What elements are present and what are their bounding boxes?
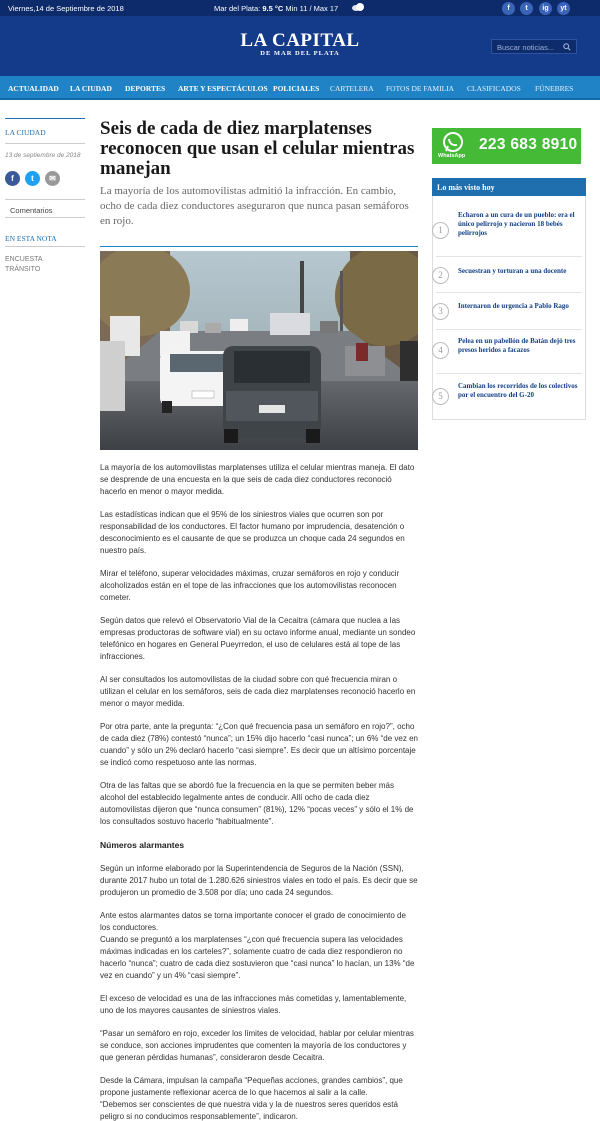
most-viewed-header: Lo más visto hoy xyxy=(432,178,586,196)
share-email-icon[interactable]: ✉ xyxy=(45,171,60,186)
site-logo[interactable]: LA CAPITAL xyxy=(240,30,360,51)
article-paragraph: La mayoría de los automovilistas marplatenses utiliza el celular mientras maneja. El dato se desprende de una encuesta en la que seis de cada diez conductores reconoció hacerlo en menor o mayor medida. xyxy=(100,463,415,496)
whatsapp-icon xyxy=(440,132,466,154)
search-input[interactable] xyxy=(491,39,577,54)
divider xyxy=(5,246,85,247)
article-paragraph: Otra de las faltas que se abordó fue la frecuencia en la que se permiten beber más alcohol del establecido legalmente antes de conducir. Allí ocho de cada diez automovilistas dijeron que “nunca consumen” (81%), 12% “pocas veces” y sólo el 1% de los consultados sostuvo hacerlo “habitualmente”. xyxy=(100,781,414,826)
article-line: Desde la Cámara, impulsan la campaña “Pequeñas acciones, grandes cambios”, que propone justamente reflexionar acerca de lo que hacemos al salir a la calle. xyxy=(100,1076,403,1097)
most-viewed-number: 4 xyxy=(432,342,449,359)
nav-cartelera[interactable]: CARTELERA xyxy=(330,84,374,93)
nav-arte-espectaculos[interactable]: ARTE Y ESPECTÁCULOS xyxy=(178,84,268,93)
article-paragraph: Según datos que relevó el Observatorio Vial de la Cecaitra (cámara que nuclea a las empresas productoras de software vial) en su octavo informe anual, mediante un sondeo telefónico en hogares en General Pueyrredon, el uso de celulares está al tope de las infracciones. xyxy=(100,616,416,661)
most-viewed-number: 3 xyxy=(432,303,449,320)
site-logo-subtitle: DE MAR DEL PLATA xyxy=(260,50,340,57)
divider xyxy=(436,329,582,330)
facebook-icon[interactable]: f xyxy=(502,2,515,15)
youtube-icon[interactable]: yt xyxy=(557,2,570,15)
nav-actualidad[interactable]: ACTUALIDAD xyxy=(8,84,59,93)
article-line: “Debemos ser conscientes de que nuestra vida y la de nuestros seres queridos está peligro si no conducimos responsablemente”, indicaron. xyxy=(100,1100,398,1121)
article-title: Seis de cada de diez marplatenses reconocen que usan el celular mientras manejan xyxy=(100,118,415,179)
article-body xyxy=(100,462,418,1121)
article-paragraph: Las estadísticas indican que el 95% de los siniestros viales que ocurren son por responsabilidad de los conductores. El factor humano por imprudencia, desatención o desconocimiento es el causante de que se produzca un choque cada 24 segundos en nuestro país. xyxy=(100,510,405,555)
article-paragraph xyxy=(100,1075,418,1121)
article-paragraph: Por otra parte, ante la pregunta: “¿Con qué frecuencia pasa un semáforo en rojo?”, ocho de cada diez (78%) contestó “nunca”; un 15% dijo hacerlo “casi nunca”; un 6% “de vez en cuando” y sólo un 2% declaró hacerlo “casi siempre”. Es decir que un altísimo porcentaje se indicó como respetuoso ante las normas. xyxy=(100,722,418,767)
most-viewed-item[interactable]: Secuestran y torturan a una docente xyxy=(458,267,567,275)
article-paragraph xyxy=(100,910,418,982)
tag-encuesta[interactable]: ENCUESTA xyxy=(5,256,43,263)
weather-city: Mar del Plata: xyxy=(214,4,261,13)
article-divider xyxy=(100,246,418,247)
divider xyxy=(5,199,85,200)
search-placeholder: Buscar noticias... xyxy=(497,43,555,52)
whatsapp-label: WhatsApp xyxy=(438,153,466,159)
weather-info xyxy=(214,4,338,13)
divider xyxy=(436,292,582,293)
nav-clasificados[interactable]: CLASIFICADOS xyxy=(467,84,521,93)
nav-funebres[interactable]: FÚNEBRES xyxy=(535,84,574,93)
divider xyxy=(436,256,582,257)
article-paragraph: Al ser consultados los automovilistas de la ciudad sobre con qué frecuencia miran o utilizan el celular en los semáforos, seis de cada diez marplatenses reconoció hacerlo en menor o mayor medida. xyxy=(100,675,416,708)
most-viewed-item[interactable]: Cambian los recorridos de los colectivos por el encuentro del G-20 xyxy=(458,382,578,399)
most-viewed-number: 5 xyxy=(432,388,449,405)
twitter-icon[interactable]: t xyxy=(520,2,533,15)
share-facebook-icon[interactable]: f xyxy=(5,171,20,186)
article-paragraph: Mirar el teléfono, superar velocidades máximas, cruzar semáforos en rojo y conducir alcoholizados están en el tope de las infracciones que los automovilistas reconocen cometer. xyxy=(100,569,400,602)
nav-la-ciudad[interactable]: LA CIUDAD xyxy=(70,84,112,93)
cloud-icon xyxy=(351,2,365,12)
site-header xyxy=(0,16,600,76)
search-icon[interactable] xyxy=(563,43,571,51)
divider xyxy=(436,373,582,374)
share-twitter-icon[interactable]: t xyxy=(25,171,40,186)
section-rule-top xyxy=(5,118,85,119)
article-subtitle: La mayoría de los automovilistas admitió la infracción. En cambio, ocho de cada diez conductores aseguraron que nunca pasan semáforos en rojo. xyxy=(100,185,409,227)
top-bar xyxy=(0,0,600,16)
tag-transito[interactable]: TRÁNSITO xyxy=(5,266,41,273)
whatsapp-number: 223 683 8910 xyxy=(479,136,578,153)
article-paragraph: “Pasar un semáforo en rojo, exceder los límites de velocidad, hablar por celular mientras se conduce, son acciones imprudentes que comenten la mayoría de los conductores y que generan pérdidas humanas”, consideraron desde Cecaitra. xyxy=(100,1029,414,1062)
publish-date: 13 de septiembre de 2018 xyxy=(5,152,81,159)
comments-link[interactable]: Comentarios xyxy=(10,206,53,215)
divider xyxy=(5,143,85,144)
most-viewed-item[interactable]: Echaron a un cura de un pueblo: era el único pelirrojo y nacieron 18 bebés pelirrojos xyxy=(458,211,575,237)
current-date: Viernes,14 de Septiembre de 2018 xyxy=(8,4,124,13)
most-viewed-item[interactable]: Pelea en un pabellón de Batán dejó tres presos heridos a facazos xyxy=(458,337,576,354)
most-viewed-item[interactable]: Internaron de urgencia a Pablo Rago xyxy=(458,302,569,310)
whatsapp-banner[interactable] xyxy=(432,128,581,164)
in-this-note-label: EN ESTA NOTA xyxy=(5,234,57,243)
instagram-icon[interactable]: ig xyxy=(539,2,552,15)
most-viewed-number: 2 xyxy=(432,267,449,284)
main-nav xyxy=(0,76,600,100)
article-photo[interactable] xyxy=(100,251,418,450)
nav-policiales[interactable]: POLICIALES xyxy=(273,84,320,93)
article-line: Cuando se preguntó a los marplatenses “¿con qué frecuencia supera las velocidades máximas indicadas en los carteles?”, solamente cuatro de cada diez respondieron no hacerlo “nunca”; cuatro de cada diez sostuvieron que “casi nunca” lo hacían, un 13% “de vez en cuando” y un 4% “casi siempre”. xyxy=(100,935,415,980)
nav-fotos-de-familia[interactable]: FOTOS DE FAMILIA xyxy=(386,84,455,93)
article-line: Ante estos alarmantes datos se torna importante conocer el grado de conocimiento de los conductores. xyxy=(100,911,406,932)
weather-temp: 9.5 °C xyxy=(262,4,284,13)
article-paragraph: Según un informe elaborado por la Superintendencia de Seguros de la Nación (SSN), durante 2017 hubo un total de 1.280.626 siniestros viales en todo el país. Es decir que se produjeron un promedio de 3.508 por día; uno cada 24 segundos. xyxy=(100,864,418,897)
section-label[interactable]: LA CIUDAD xyxy=(5,128,46,137)
divider xyxy=(5,217,85,218)
most-viewed-number: 1 xyxy=(432,222,449,239)
article-subheading: Números alarmantes xyxy=(100,840,185,850)
weather-minmax: Min 11 / Max 17 xyxy=(285,4,339,13)
nav-deportes[interactable]: DEPORTES xyxy=(125,84,166,93)
article-paragraph: El exceso de velocidad es una de las infracciones más cometidas y, lamentablemente, uno de los mayores causantes de siniestros viales. xyxy=(100,994,407,1015)
